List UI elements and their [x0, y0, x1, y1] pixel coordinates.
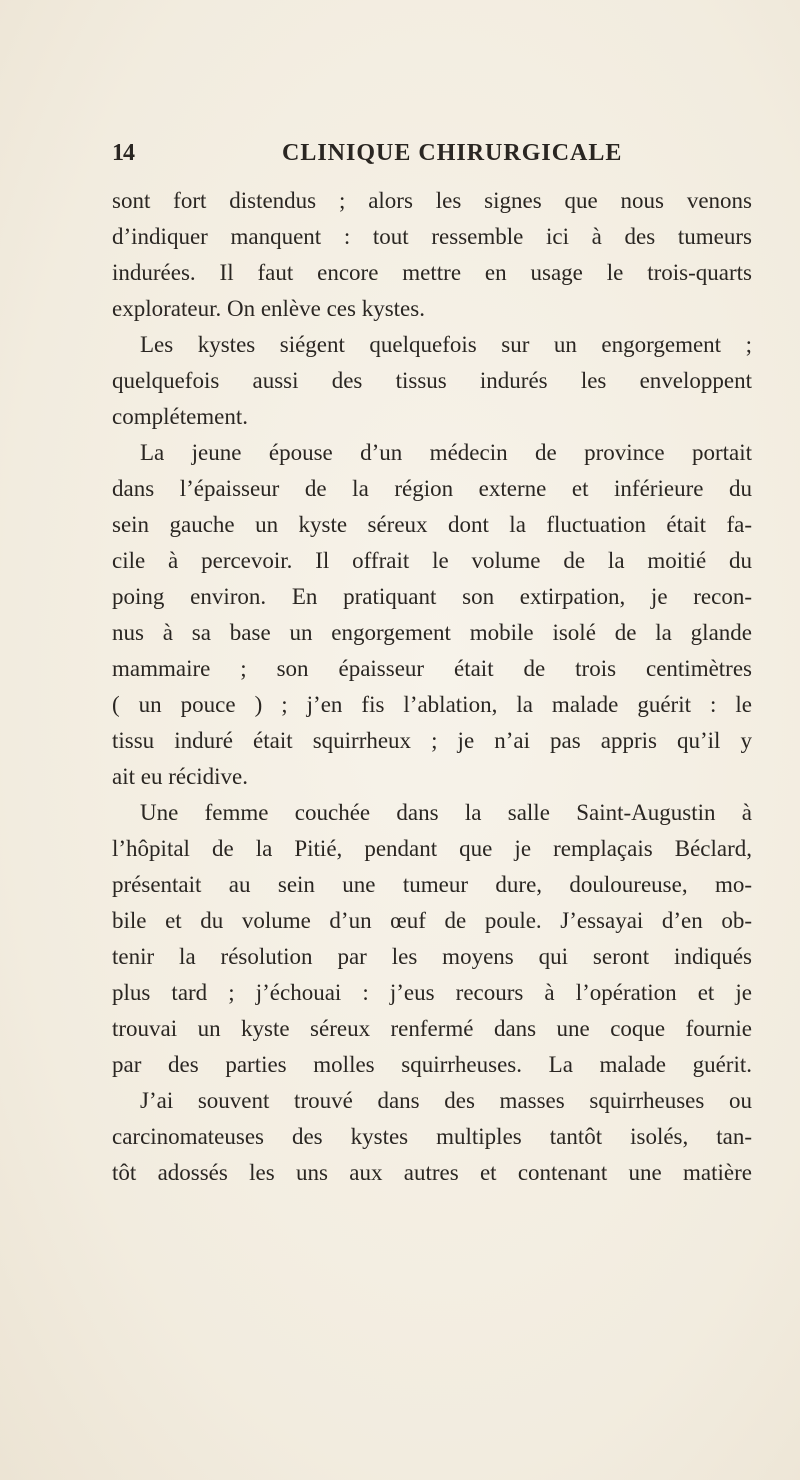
text-line: La jeune épouse d’un médecin de province portait [140, 440, 752, 465]
text-line: tôt adossés les uns aux autres et contenant une matière [112, 1160, 752, 1185]
text-line: ( un pouce ) ; j’en fis l’ablation, la malade guérit : le [112, 692, 752, 717]
text-line: l’hôpital de la Pitié, pendant que je remplaçais Béclard, [112, 836, 752, 861]
body-text [112, 183, 752, 1191]
running-head: CLINIQUE CHIRURGICALE [282, 140, 623, 166]
text-line: cile à percevoir. Il offrait le volume de la moitié du [112, 548, 752, 573]
text-line: nus à sa base un engorgement mobile isolé de la glande [112, 620, 752, 645]
text-line: explorateur. On enlève ces kystes. [112, 296, 425, 321]
text-line: trouvai un kyste séreux renfermé dans une coque fournie [112, 1016, 752, 1041]
text-line: carcinomateuses des kystes multiples tantôt isolés, tan- [112, 1124, 752, 1149]
text-line: J’ai souvent trouvé dans des masses squirrheuses ou [140, 1088, 752, 1113]
text-line: poing environ. En pratiquant son extirpation, je recon- [112, 584, 752, 609]
page-number: 14 [112, 140, 134, 166]
text-line: mammaire ; son épaisseur était de trois centimètres [112, 656, 752, 681]
page-header [112, 140, 752, 176]
text-line: quelquefois aussi des tissus indurés les enveloppent [112, 368, 752, 393]
text-line: sont fort distendus ; alors les signes que nous venons [112, 188, 752, 213]
text-line: bile et du volume d’un œuf de poule. J’essayai d’en ob- [112, 908, 752, 933]
text-line: complétement. [112, 404, 249, 429]
text-line: par des parties molles squirrheuses. La malade guérit. [112, 1052, 752, 1077]
text-line: Une femme couchée dans la salle Saint-Augustin à [140, 800, 752, 825]
text-line: présentait au sein une tumeur dure, douloureuse, mo- [112, 872, 752, 897]
text-line: plus tard ; j’échouai : j’eus recours à l’opération et je [112, 980, 752, 1005]
text-line: ait eu récidive. [112, 764, 249, 789]
text-line: dans l’épaisseur de la région externe et inférieure du [112, 476, 752, 501]
text-line: d’indiquer manquent : tout ressemble ici à des tumeurs [112, 224, 752, 249]
text-line: tissu induré était squirrheux ; je n’ai pas appris qu’il y [112, 728, 752, 753]
text-line: Les kystes siégent quelquefois sur un engorgement ; [140, 332, 752, 357]
text-line: indurées. Il faut encore mettre en usage le trois-quarts [112, 260, 752, 285]
text-line: tenir la résolution par les moyens qui seront indiqués [112, 944, 752, 969]
text-line: sein gauche un kyste séreux dont la fluctuation était fa- [112, 512, 752, 537]
